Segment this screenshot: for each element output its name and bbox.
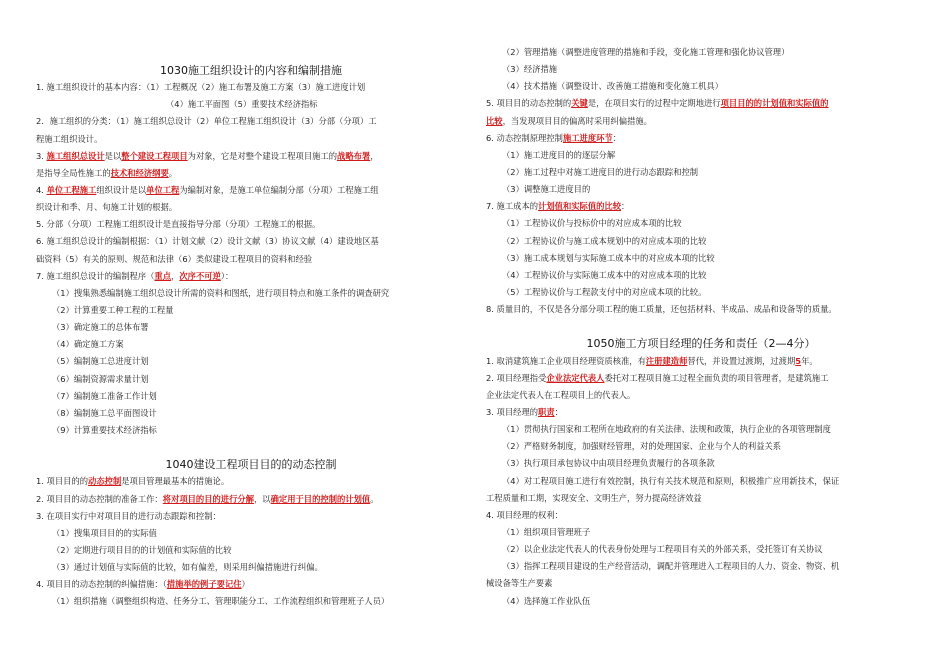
text-run: （3）经济措施: [502, 64, 558, 75]
text-run: （3）通过计划值与实际值的比较，如有偏差，则采用纠偏措施进行纠偏。: [52, 562, 323, 573]
sub-item-line: [36, 405, 466, 422]
highlighted-keyword: 5: [795, 355, 802, 366]
text-run: ，: [370, 150, 379, 161]
left-column: [36, 62, 466, 611]
text-line: [486, 113, 916, 130]
highlighted-keyword: 整个建设工程项目: [121, 150, 188, 161]
text-run: 织设计和季、月、旬施工计划的根据。: [36, 202, 178, 213]
text-run: （4）技术措施（调整设计、改善施工措施和变化施工机具）: [502, 81, 723, 92]
text-run: （8）编制施工总平面图设计: [52, 407, 157, 418]
right-column: [486, 44, 916, 610]
sub-item-line: [486, 44, 916, 61]
text-run: 程施工组织设计。: [36, 133, 103, 144]
text-run: （4）对工程项目施工进行有效控制，执行有关技术规范和原则，积极推广应用新技术，保证: [502, 475, 840, 486]
sub-item-line: [486, 558, 916, 575]
text-run: （3）执行项目承包协议中由项目经理负责履行的各项条款: [502, 458, 715, 469]
text-run: （2）定期进行项目目的的计划值和实际值的比较: [52, 544, 232, 555]
text-run: 2. 项目目的动态控制的准备工作：: [36, 493, 163, 504]
text-run: 8. 质量目的，不仅是各分部分项工程的施工质量，还包括材料、半成品、成品和设备等的质量。: [486, 304, 837, 315]
sub-item-line: [486, 284, 916, 301]
text-run: （1）施工进度目的的逐层分解: [502, 149, 616, 160]
text-run: 3. 项目经理的: [486, 406, 539, 417]
text-run: （3）施工成本规划与实际施工成本中的对应成本项的比较: [502, 252, 715, 263]
text-run: （1）组织项目管理班子: [502, 526, 591, 537]
highlighted-keyword: 次序不可逆: [179, 270, 221, 281]
sub-item-line: [486, 61, 916, 78]
text-run: 4. 项目目的动态控制的纠偏措施：（: [36, 579, 167, 590]
text-line: [36, 576, 466, 593]
text-run: （6）编制资源需求量计划: [52, 373, 149, 384]
sub-item-line: [36, 593, 466, 610]
text-run: （3）指挥工程项目建设的生产经营活动，调配并管理进入工程项目的人力、资金、物资、机: [502, 561, 840, 572]
highlighted-keyword: 确定用于目的控制的计划值: [270, 493, 371, 504]
text-run: 1. 取消建筑施工企业项目经理资质核准，有: [486, 355, 646, 366]
text-line: [486, 387, 916, 404]
text-line: [36, 199, 466, 216]
sub-item-line: [486, 421, 916, 438]
text-run: 2. 项目经理指受: [486, 372, 547, 383]
text-run: 年。: [801, 355, 818, 366]
highlighted-keyword: 重点: [154, 270, 172, 281]
sub-item-line: [36, 525, 466, 542]
text-line: [486, 95, 916, 112]
sub-item-line: [486, 78, 916, 95]
section-title: 1030施工组织设计的内容和编制措施: [160, 64, 342, 77]
sub-item-line: [486, 455, 916, 472]
text-run: 是项目管理最基本的措施论。: [121, 476, 230, 487]
text-run: ，: [171, 270, 180, 281]
highlighted-keyword: 职责: [538, 406, 555, 417]
text-run: 械设备等生产要素: [486, 578, 553, 589]
sub-item-line: [486, 473, 916, 490]
text-run: ：: [612, 132, 622, 143]
sub-item-line: [486, 593, 916, 610]
text-run: 工程质量和工期，实现安全、文明生产，努力提高经济效益: [486, 492, 702, 503]
sub-item-line: [486, 164, 916, 181]
text-line: [486, 130, 916, 147]
text-run: （2）管理措施（调整进度管理的措施和手段，变化施工管理和强化协议管理）: [502, 47, 790, 57]
text-run: （3）确定施工的总体布署: [52, 322, 149, 333]
text-line: [36, 182, 466, 199]
text-line: [36, 165, 466, 182]
text-line: [36, 473, 466, 490]
text-run: 1. 项目目的的: [36, 476, 89, 487]
paragraph-gap: [36, 439, 466, 456]
text-line: [486, 198, 916, 215]
text-run: （4）选择施工作业队伍: [502, 595, 591, 606]
sub-item-line: [486, 541, 916, 558]
text-run: （3）调整施工进度目的: [502, 184, 591, 195]
text-line: [486, 301, 916, 318]
text-run: （5）编制施工总进度计划: [52, 356, 149, 367]
section-title: 1040建设工程项目目的的动态控制: [165, 458, 337, 472]
text-run: 础资料（5）有关的原则、规范和法律（6）类似建设工程项目的资料和经验: [36, 253, 313, 264]
text-run: （4）工程协议价与实际施工成本中的对应成本项的比较: [502, 269, 707, 280]
text-run: 6. 动态控制原理控制: [486, 132, 563, 143]
sub-item-line: [36, 542, 466, 559]
highlighted-keyword: 比较: [486, 115, 503, 126]
highlighted-keyword: 项目目的的计划值和实际值的: [720, 98, 829, 109]
highlighted-keyword: 动态控制: [88, 476, 122, 487]
text-run: ：: [621, 201, 630, 212]
text-run: 6. 施工组织总设计的编制根据：（1）计划文献（2）设计文献（3）协议文献（4）建设地区基: [36, 236, 379, 247]
sub-item-line: [486, 267, 916, 284]
sub-item-line: [36, 388, 466, 405]
sub-item-line: [486, 524, 916, 541]
text-line: [36, 131, 466, 148]
sub-item-line: [36, 422, 466, 439]
text-run: 企业法定代表人在工程项目上的代表人。: [486, 389, 636, 400]
text-run: （1）贯彻执行国家和工程所在地政府的有关法律、法规和政策，执行企业的各项管理制度: [502, 424, 831, 435]
text-run: 4.: [36, 184, 47, 195]
sub-item-line: [36, 319, 466, 336]
text-run: （4）施工平面图（5）重要技术经济指标: [166, 99, 318, 110]
text-run: 3. 在项目实行中对项目目的进行动态跟踪和控制：: [36, 510, 221, 521]
text-run: （9）计算重要技术经济指标: [52, 424, 157, 435]
sub-item-line: [486, 147, 916, 164]
sub-item-line: [36, 96, 466, 113]
sub-item-line: [486, 438, 916, 455]
highlighted-keyword: 战略布署: [337, 150, 371, 161]
text-run: 为编制对象，是施工单位编制分部（分项）工程施工组: [179, 184, 379, 195]
text-run: 是指导全局性施工的: [36, 167, 111, 178]
text-run: 委托对工程项目施工过程全面负责的项目管理者，是建筑施工: [604, 372, 829, 383]
text-line: [36, 233, 466, 250]
text-run: 2．施工组织的分类：（1）施工组织总设计（2）单位工程施工组织设计（3）分部（分项）工: [36, 116, 377, 127]
text-run: 4. 项目经理的权利：: [486, 509, 563, 520]
sub-item-line: [36, 559, 466, 576]
highlighted-keyword: 措施举的例子要记住: [166, 579, 242, 590]
text-run: ）: [241, 579, 250, 590]
text-line: [36, 491, 466, 508]
highlighted-keyword: 关键: [571, 98, 588, 109]
text-line: [486, 404, 916, 421]
text-run: （5）工程协议价与工程款支付中的对应成本项的比较。: [502, 286, 707, 297]
text-run: 7. 施工组织总设计的编制程序（: [36, 270, 155, 281]
text-run: （1）搜集熟悉编制施工组织总设计所需的资料和图纸，进行项目特点和施工条件的调查研究: [52, 287, 390, 298]
highlighted-keyword: 施工进度环节: [562, 132, 613, 143]
text-run: 。: [370, 493, 379, 504]
text-run: 5. 分部（分项）工程施工组织设计是直接指导分部（分项）工程施工的根据。: [36, 219, 321, 230]
text-run: （2）施工过程中对施工进度目的进行动态跟踪和控制: [502, 166, 699, 177]
text-run: （1）工程协议价与投标价中的对应成本项的比较: [502, 218, 682, 229]
paragraph-gap: [486, 318, 916, 335]
text-run: 组织设计是以: [96, 184, 147, 195]
text-run: ，以: [254, 493, 271, 504]
sub-item-line: [486, 250, 916, 267]
sub-item-line: [486, 215, 916, 232]
text-run: （1）搜集项目目的的实际值: [52, 527, 157, 538]
text-run: 1. 施工组织设计的基本内容：（1）工程概况（2）施工布署及施工方案（3）施工进度计划: [36, 82, 366, 93]
text-run: 。: [168, 167, 178, 178]
text-run: 为对象，它是对整个建设工程项目施工的: [187, 150, 338, 161]
text-line: [36, 79, 466, 96]
text-run: （4）确定施工方案: [52, 339, 124, 350]
highlighted-keyword: 技术和经济纲要: [110, 167, 169, 178]
highlighted-keyword: 计划值和实际值的比较: [538, 201, 622, 212]
text-line: [36, 148, 466, 165]
text-line: [486, 370, 916, 387]
highlighted-keyword: 企业法定代表人: [546, 372, 605, 383]
text-line: [36, 216, 466, 233]
text-run: 替代，并设置过渡期，过渡期: [687, 355, 796, 366]
highlighted-keyword: 单位工程施工: [46, 184, 97, 195]
highlighted-keyword: 注册建造师: [645, 355, 688, 366]
sub-item-line: [36, 302, 466, 319]
text-line: [36, 113, 466, 130]
text-line: [486, 490, 916, 507]
text-run: 5. 项目目的动态控制的: [486, 98, 572, 109]
text-line: [486, 507, 916, 524]
text-run: （1）组织措施（调整组织构造、任务分工、管理职能分工、工作流程组织和管理班子人员）: [52, 596, 390, 607]
text-run: （2）严格财务制度，加强财经管理，对的处理国家、企业与个人的利益关系: [502, 441, 782, 452]
sub-item-line: [36, 371, 466, 388]
sub-item-line: [486, 233, 916, 250]
sub-item-line: [36, 353, 466, 370]
text-run: 3.: [36, 150, 47, 161]
text-run: ：: [554, 406, 563, 417]
text-line: [36, 508, 466, 525]
text-run: ）：: [220, 270, 234, 281]
text-run: （2）工程协议价与施工成本规划中的对应成本项的比较: [502, 235, 707, 246]
text-line: [486, 353, 916, 370]
text-run: ，当发现项目目的偏离时采用纠偏措施。: [502, 115, 652, 126]
sub-item-line: [486, 181, 916, 198]
text-line: [36, 268, 466, 285]
text-run: 是以: [104, 150, 122, 161]
text-run: 是，在项目实行的过程中定期地进行: [587, 98, 721, 109]
highlighted-keyword: 将对项目的目的进行分解: [162, 493, 254, 504]
text-line: [36, 251, 466, 268]
highlighted-keyword: 单位工程: [146, 184, 180, 195]
text-run: （2）以企业法定代表人的代表身份处理与工程项目有关的外部关系，受托签订有关协议: [502, 544, 823, 555]
sub-item-line: [36, 336, 466, 353]
text-run: （7）编制施工准备工作计划: [52, 390, 157, 401]
sub-item-line: [36, 285, 466, 302]
text-line: [486, 575, 916, 592]
section-title: 1050施工方项目经理的任务和责任（2—4分）: [586, 337, 816, 351]
text-run: （2）计算重要工种工程的工程量: [52, 304, 174, 315]
highlighted-keyword: 施工组织总设计: [46, 150, 105, 161]
text-run: 7. 施工成本的: [486, 201, 539, 212]
